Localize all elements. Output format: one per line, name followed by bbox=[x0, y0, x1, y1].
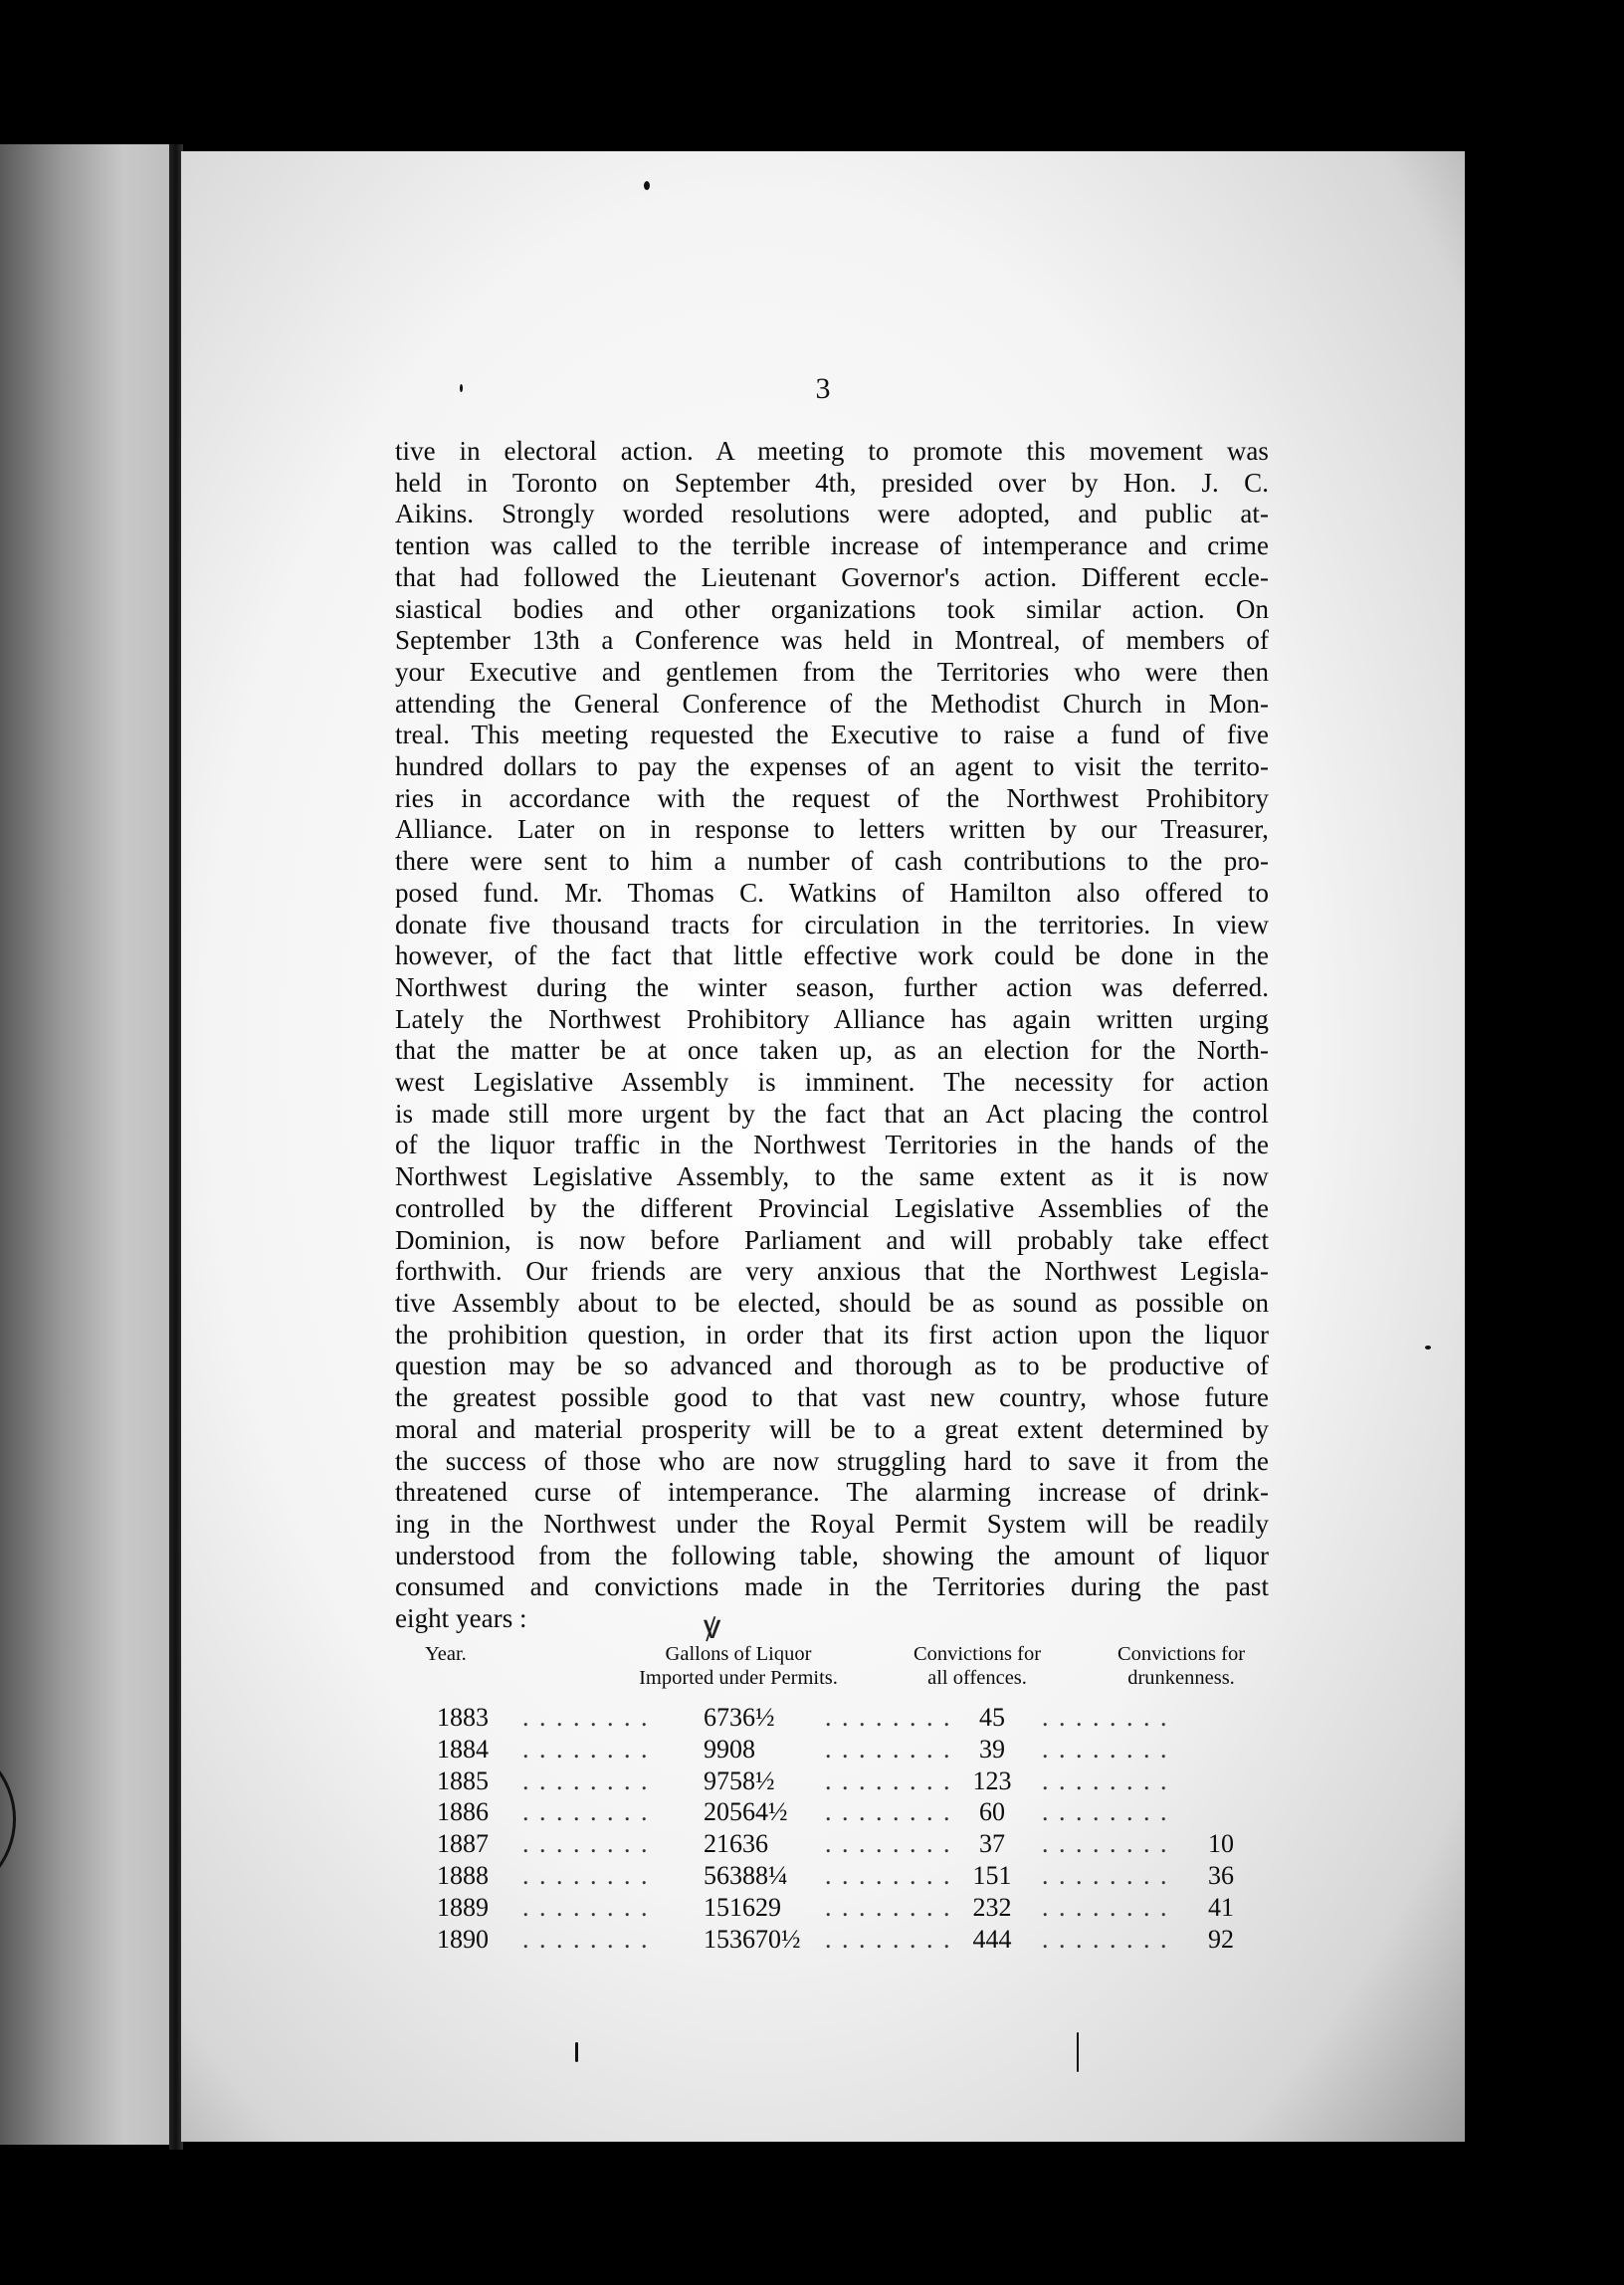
table-cell-convictions: 45 bbox=[979, 1703, 1005, 1732]
margin-annotation: ꝟ bbox=[704, 1609, 721, 1646]
paragraph-line: ing in the Northwest under the Royal Permit System will be readily bbox=[395, 1508, 1269, 1539]
table-cell-gallons: 20564½ bbox=[704, 1797, 788, 1827]
paragraph-line: siastical bodies and other organizations took similar action. On bbox=[395, 593, 1269, 624]
dot-leader: . . . . . . . . bbox=[522, 1797, 650, 1827]
paragraph-line: the greatest possible good to that vast new country, whose future bbox=[395, 1382, 1269, 1413]
table-cell-gallons: 151629 bbox=[704, 1892, 781, 1922]
paragraph-line: eight years : bbox=[395, 1603, 527, 1634]
header-gallons-line2: Imported under Permits. bbox=[639, 1667, 838, 1689]
table-cell-drunkenness: 36 bbox=[1208, 1860, 1234, 1890]
previous-page-edge bbox=[0, 144, 177, 2145]
paragraph-line: Northwest Legislative Assembly, to the same extent as it is now bbox=[395, 1161, 1269, 1192]
table-cell-convictions: 123 bbox=[972, 1766, 1012, 1795]
paragraph-line: Lately the Northwest Prohibitory Alliance has again written urging bbox=[395, 1003, 1269, 1034]
paragraph-line: is made still more urgent by the fact that an Act placing the control bbox=[395, 1098, 1269, 1129]
dot-leader: . . . . . . . . bbox=[1042, 1892, 1169, 1922]
table-cell-gallons: 153670½ bbox=[704, 1924, 801, 1954]
header-gallons-line1: Gallons of Liquor bbox=[665, 1643, 812, 1665]
paragraph-line: controlled by the different Provincial Legislative Assemblies of the bbox=[395, 1192, 1269, 1223]
header-gallons bbox=[584, 1642, 893, 1690]
table-cell-year: 1885 bbox=[437, 1766, 489, 1795]
table-cell-gallons: 21636 bbox=[704, 1829, 768, 1859]
paragraph-line: threatened curse of intemperance. The alarming increase of drink- bbox=[395, 1477, 1269, 1508]
dot-leader: . . . . . . . . bbox=[522, 1703, 650, 1732]
paragraph-line: the success of those who are now struggling hard to save it from the bbox=[395, 1445, 1269, 1476]
table-row bbox=[395, 1892, 1271, 1924]
dot-leader: . . . . . . . . bbox=[825, 1860, 952, 1890]
table-cell-year: 1889 bbox=[437, 1892, 489, 1922]
header-year-label: Year. bbox=[425, 1643, 467, 1665]
table-cell-drunkenness: 10 bbox=[1208, 1829, 1234, 1859]
paragraph-line: tive in electoral action. A meeting to promote this movement was bbox=[395, 436, 1269, 466]
table-cell-year: 1886 bbox=[437, 1797, 489, 1827]
dot-leader: . . . . . . . . bbox=[522, 1860, 650, 1890]
table-row bbox=[395, 1796, 1271, 1828]
table-cell-drunkenness: 92 bbox=[1208, 1924, 1234, 1954]
table-cell-convictions: 151 bbox=[972, 1860, 1012, 1890]
book-page bbox=[181, 151, 1465, 2142]
paragraph-line: Northwest during the winter season, further action was deferred. bbox=[395, 971, 1269, 1002]
dot-leader: . . . . . . . . bbox=[522, 1924, 650, 1954]
speck bbox=[1077, 2032, 1079, 2072]
speck bbox=[460, 384, 463, 392]
table-row bbox=[395, 1828, 1271, 1860]
paragraph-line: tention was called to the terrible increase of intemperance and crime bbox=[395, 530, 1269, 561]
paragraph-line: hundred dollars to pay the expenses of an agent to visit the territo- bbox=[395, 751, 1269, 782]
speck bbox=[575, 2042, 578, 2062]
dot-leader: . . . . . . . . bbox=[1042, 1860, 1169, 1890]
paragraph-line: that had followed the Lieutenant Governor's action. Different eccle- bbox=[395, 561, 1269, 592]
table-row bbox=[395, 1766, 1271, 1797]
paragraph-line: held in Toronto on September 4th, presided over by Hon. J. C. bbox=[395, 467, 1269, 498]
body-paragraph bbox=[395, 436, 1269, 1635]
dot-leader: . . . . . . . . bbox=[825, 1797, 952, 1827]
dot-leader: . . . . . . . . bbox=[825, 1703, 952, 1732]
liquor-statistics-table bbox=[395, 1642, 1271, 1955]
table-row bbox=[395, 1924, 1271, 1956]
paragraph-line: posed fund. Mr. Thomas C. Watkins of Hamilton also offered to bbox=[395, 877, 1269, 908]
dot-leader: . . . . . . . . bbox=[522, 1892, 650, 1922]
table-cell-convictions: 444 bbox=[972, 1924, 1012, 1954]
paragraph-line: tive Assembly about to be elected, should be as sound as possible on bbox=[395, 1287, 1269, 1318]
previous-page-arc-mark bbox=[0, 1737, 16, 1902]
paragraph-line: of the liquor traffic in the Northwest Territories in the hands of the bbox=[395, 1130, 1269, 1160]
dot-leader: . . . . . . . . bbox=[1042, 1924, 1169, 1954]
paragraph-line: your Executive and gentlemen from the Territories who were then bbox=[395, 656, 1269, 687]
paragraph-line: west Legislative Assembly is imminent. The necessity for action bbox=[395, 1067, 1269, 1098]
dot-leader: . . . . . . . . bbox=[522, 1734, 650, 1764]
dot-leader: . . . . . . . . bbox=[825, 1766, 952, 1795]
page-number: 3 bbox=[815, 372, 831, 405]
dot-leader: . . . . . . . . bbox=[522, 1829, 650, 1859]
header-convictions-line2: all offences. bbox=[927, 1667, 1027, 1689]
dot-leader: . . . . . . . . bbox=[1042, 1829, 1169, 1859]
table-cell-year: 1890 bbox=[437, 1924, 489, 1954]
header-year bbox=[425, 1642, 514, 1666]
table-cell-convictions: 60 bbox=[979, 1797, 1005, 1827]
paragraph-line: donate five thousand tracts for circulation in the territories. In view bbox=[395, 909, 1269, 939]
table-cell-gallons: 56388¼ bbox=[704, 1860, 788, 1890]
table-cell-convictions: 232 bbox=[972, 1892, 1012, 1922]
paragraph-line: understood from the following table, showing the amount of liquor bbox=[395, 1540, 1269, 1570]
table-cell-year: 1887 bbox=[437, 1829, 489, 1859]
table-cell-convictions: 39 bbox=[979, 1734, 1005, 1764]
table-cell-gallons: 9758½ bbox=[704, 1766, 775, 1795]
speck bbox=[1425, 1346, 1431, 1350]
paragraph-line: ries in accordance with the request of the Northwest Prohibitory bbox=[395, 782, 1269, 813]
paragraph-line: the prohibition question, in order that its first action upon the liquor bbox=[395, 1319, 1269, 1350]
table-header bbox=[395, 1642, 1271, 1702]
dot-leader: . . . . . . . . bbox=[1042, 1703, 1169, 1732]
dot-leader: . . . . . . . . bbox=[1042, 1766, 1169, 1795]
table-cell-year: 1884 bbox=[437, 1734, 489, 1764]
paragraph-line: forthwith. Our friends are very anxious that the Northwest Legisla- bbox=[395, 1256, 1269, 1287]
paragraph-line: September 13th a Conference was held in Montreal, of members of bbox=[395, 625, 1269, 656]
table-row bbox=[395, 1734, 1271, 1766]
dot-leader: . . . . . . . . bbox=[825, 1892, 952, 1922]
dot-leader: . . . . . . . . bbox=[825, 1734, 952, 1764]
header-convictions bbox=[873, 1642, 1082, 1690]
table-cell-gallons: 9908 bbox=[704, 1734, 755, 1764]
speck bbox=[644, 181, 650, 190]
paragraph-line: Dominion, is now before Parliament and will probably take effect bbox=[395, 1224, 1269, 1255]
table-row bbox=[395, 1702, 1271, 1734]
table-cell-year: 1888 bbox=[437, 1860, 489, 1890]
paragraph-line: attending the General Conference of the Methodist Church in Mon- bbox=[395, 688, 1269, 719]
paragraph-line: there were sent to him a number of cash contributions to the pro- bbox=[395, 846, 1269, 877]
table-body bbox=[395, 1702, 1271, 1955]
header-convictions-line1: Convictions for bbox=[913, 1643, 1042, 1665]
dot-leader: . . . . . . . . bbox=[522, 1766, 650, 1795]
paragraph-line: consumed and convictions made in the Territories during the past bbox=[395, 1571, 1269, 1602]
header-drunkenness-line2: drunkenness. bbox=[1127, 1667, 1235, 1689]
paragraph-line: Alliance. Later on in response to letters written by our Treasurer, bbox=[395, 814, 1269, 845]
header-drunkenness bbox=[1082, 1642, 1281, 1690]
table-row bbox=[395, 1860, 1271, 1892]
table-cell-year: 1883 bbox=[437, 1703, 489, 1732]
dot-leader: . . . . . . . . bbox=[1042, 1797, 1169, 1827]
paragraph-line: question may be so advanced and thorough as to be productive of bbox=[395, 1350, 1269, 1381]
paragraph-line: moral and material prosperity will be to a great extent determined by bbox=[395, 1413, 1269, 1444]
dot-leader: . . . . . . . . bbox=[825, 1829, 952, 1859]
paragraph-line: however, of the fact that little effective work could be done in the bbox=[395, 940, 1269, 971]
dot-leader: . . . . . . . . bbox=[825, 1924, 952, 1954]
paragraph-line: that the matter be at once taken up, as an election for the North- bbox=[395, 1035, 1269, 1066]
table-cell-convictions: 37 bbox=[979, 1829, 1005, 1859]
paragraph-line: Aikins. Strongly worded resolutions were adopted, and public at- bbox=[395, 499, 1269, 529]
dot-leader: . . . . . . . . bbox=[1042, 1734, 1169, 1764]
table-cell-gallons: 6736½ bbox=[704, 1703, 775, 1732]
paragraph-line: treal. This meeting requested the Executive to raise a fund of five bbox=[395, 720, 1269, 750]
table-cell-drunkenness: 41 bbox=[1208, 1892, 1234, 1922]
header-drunkenness-line1: Convictions for bbox=[1116, 1643, 1246, 1665]
